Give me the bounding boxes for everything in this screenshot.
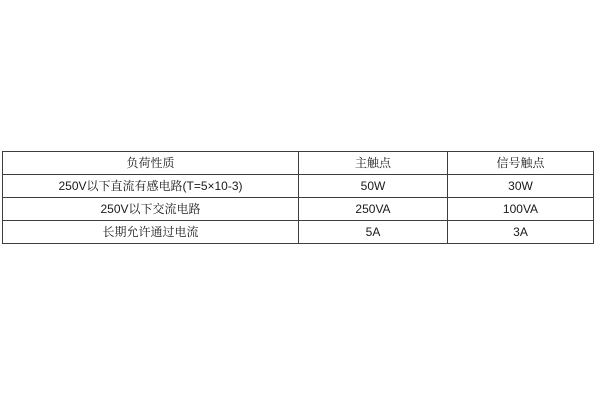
table-row-ac-circuit — [3, 198, 594, 221]
load-spec-table — [2, 151, 594, 244]
table-row-continuous-current — [3, 221, 594, 244]
header-main-contact: 主触点 — [299, 152, 448, 175]
cell-signal-contact: 3A — [448, 221, 594, 244]
cell-load-nature: 长期允许通过电流 — [3, 221, 299, 244]
cell-signal-contact: 30W — [448, 175, 594, 198]
cell-signal-contact: 100VA — [448, 198, 594, 221]
cell-main-contact: 50W — [299, 175, 448, 198]
header-load-nature: 负荷性质 — [3, 152, 299, 175]
cell-load-nature: 250V以下交流电路 — [3, 198, 299, 221]
table-header-row — [3, 152, 594, 175]
table-row-dc-inductive — [3, 175, 594, 198]
cell-main-contact: 5A — [299, 221, 448, 244]
header-signal-contact: 信号触点 — [448, 152, 594, 175]
cell-main-contact: 250VA — [299, 198, 448, 221]
cell-load-nature: 250V以下直流有感电路(T=5×10-3) — [3, 175, 299, 198]
